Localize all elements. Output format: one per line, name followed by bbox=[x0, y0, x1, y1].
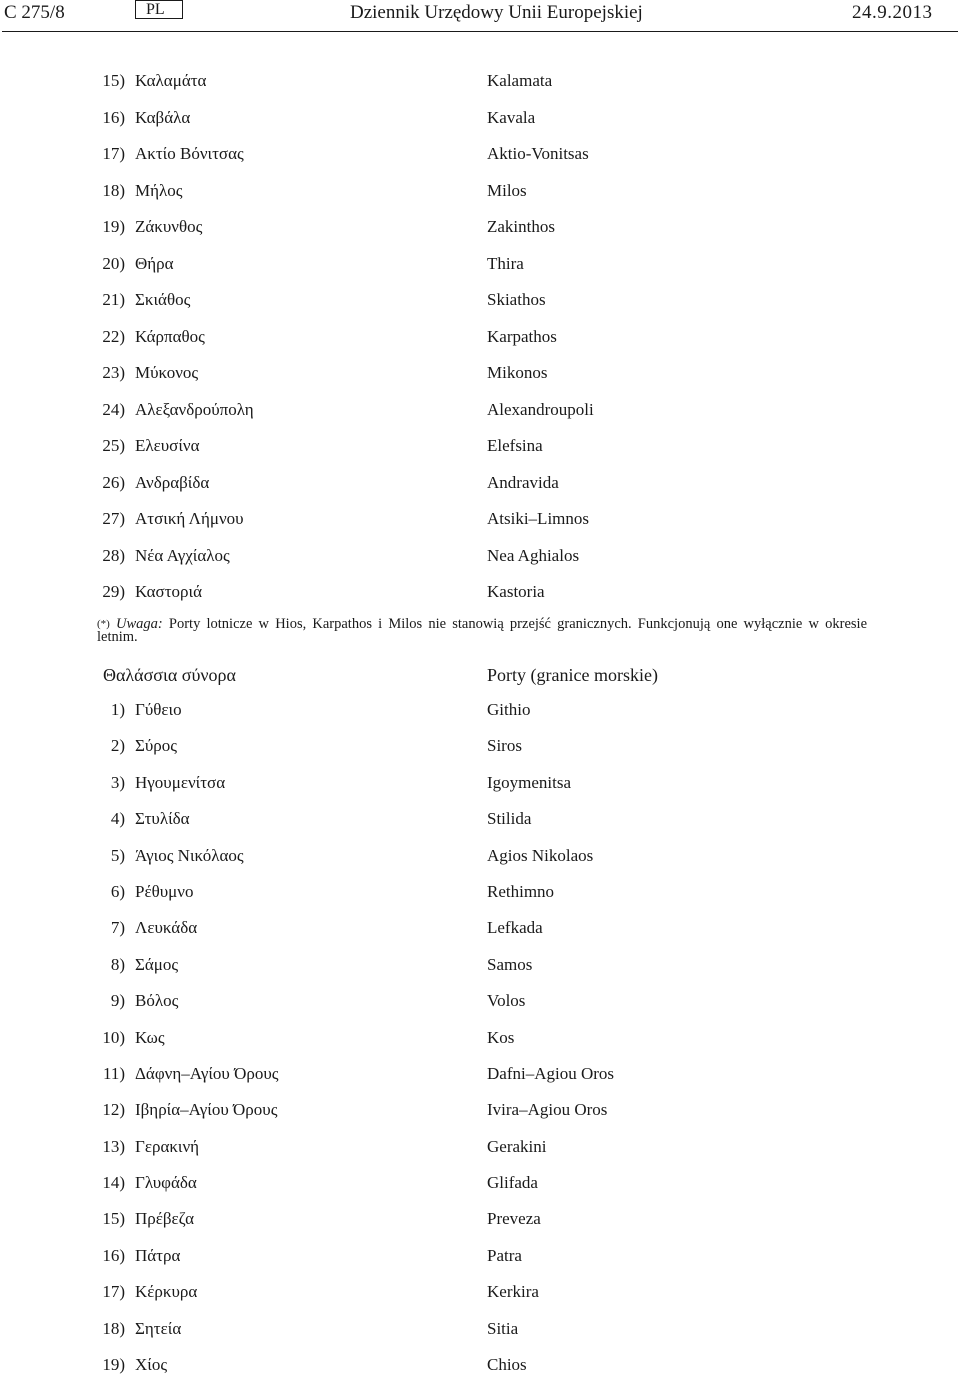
sea-port-row bbox=[0, 1319, 960, 1355]
latin-name: Siros bbox=[487, 736, 522, 756]
header-divider bbox=[2, 31, 958, 32]
sea-port-row bbox=[0, 1209, 960, 1245]
airport-row bbox=[0, 217, 960, 254]
airport-row bbox=[0, 546, 960, 583]
latin-name: Githio bbox=[487, 700, 531, 719]
greek-name: Μήλος bbox=[135, 180, 183, 200]
entry-number: 14) bbox=[102, 1173, 125, 1193]
greek-name: Βόλος bbox=[135, 991, 179, 1011]
entry-number: 11) bbox=[102, 1063, 125, 1083]
greek-name: Γύθειο bbox=[135, 700, 182, 719]
latin-name: Glifada bbox=[487, 1173, 538, 1193]
airport-row bbox=[0, 290, 960, 327]
entry-number: 17) bbox=[102, 144, 125, 163]
footnote-label: Uwaga: bbox=[116, 616, 163, 632]
greek-name: Στυλίδα bbox=[135, 809, 190, 829]
sea-port-row bbox=[0, 1028, 960, 1064]
sea-port-row bbox=[0, 1100, 960, 1136]
sea-port-row bbox=[0, 991, 960, 1027]
entry-number: 19) bbox=[102, 217, 125, 236]
entry-number: 27) bbox=[102, 509, 125, 528]
airport-row bbox=[0, 509, 960, 546]
footnote-marker: (*) bbox=[97, 618, 110, 630]
latin-name: Gerakini bbox=[487, 1136, 547, 1156]
latin-name: Ivira–Agiou Oros bbox=[487, 1100, 608, 1120]
greek-name: Μύκονος bbox=[135, 363, 199, 382]
latin-name: Agios Nikolaos bbox=[487, 845, 594, 865]
latin-name: Igoymenitsa bbox=[487, 772, 572, 792]
latin-name: Alexandroupoli bbox=[487, 399, 594, 419]
greek-name: Θήρα bbox=[135, 253, 174, 273]
latin-name: Milos bbox=[487, 180, 527, 200]
latin-name: Patra bbox=[487, 1245, 522, 1265]
latin-name: Zakinthos bbox=[487, 217, 555, 236]
sea-port-row bbox=[0, 846, 960, 882]
latin-name: Volos bbox=[487, 991, 526, 1011]
airport-row bbox=[0, 436, 960, 473]
greek-name: Καλαμάτα bbox=[135, 71, 207, 90]
sea-port-row bbox=[0, 918, 960, 954]
entry-number: 26) bbox=[102, 472, 125, 492]
greek-name: Νέα Αγχίαλος bbox=[135, 545, 230, 565]
greek-name: Καστοριά bbox=[135, 582, 203, 601]
latin-name: Sitia bbox=[487, 1318, 519, 1338]
latin-name: Mikonos bbox=[487, 363, 548, 382]
entry-number: 18) bbox=[102, 1318, 125, 1338]
latin-name: Lefkada bbox=[487, 918, 543, 938]
greek-name: Σύρος bbox=[135, 736, 178, 756]
latin-name: Dafni–Agiou Oros bbox=[487, 1063, 615, 1083]
greek-name: Κάρπαθος bbox=[135, 326, 205, 346]
latin-name: Andravida bbox=[487, 472, 559, 492]
entry-number: 8) bbox=[110, 954, 125, 974]
latin-name: Kos bbox=[487, 1027, 515, 1047]
greek-name: Ανδραβίδα bbox=[135, 472, 210, 492]
entry-number: 16) bbox=[102, 107, 125, 127]
language-badge: PL bbox=[135, 0, 183, 19]
latin-name: Aktio-Vonitsas bbox=[487, 144, 589, 163]
entry-number: 5) bbox=[110, 845, 125, 865]
sea-port-row bbox=[0, 955, 960, 991]
greek-name: Σητεία bbox=[135, 1318, 182, 1338]
footnote bbox=[97, 618, 867, 644]
sea-port-row bbox=[0, 773, 960, 809]
latin-name: Samos bbox=[487, 954, 533, 974]
latin-name: Skiathos bbox=[487, 290, 546, 309]
airport-row bbox=[0, 254, 960, 291]
entry-number: 18) bbox=[102, 180, 125, 200]
entry-number: 23) bbox=[102, 363, 125, 382]
airport-row bbox=[0, 108, 960, 145]
entry-number: 4) bbox=[110, 809, 125, 829]
greek-name: Ατσική Λήμνου bbox=[135, 509, 244, 528]
greek-name: Σκιάθος bbox=[135, 290, 191, 309]
entry-number: 17) bbox=[102, 1282, 125, 1302]
latin-name: Karpathos bbox=[487, 326, 557, 346]
latin-name: Kavala bbox=[487, 107, 536, 127]
entry-number: 2) bbox=[110, 736, 125, 756]
greek-name: Άγιος Νικόλαος bbox=[135, 845, 244, 865]
sea-port-row bbox=[0, 882, 960, 918]
entry-number: 9) bbox=[110, 991, 125, 1011]
airport-row bbox=[0, 71, 960, 108]
greek-name: Σάμος bbox=[135, 954, 179, 974]
latin-name: Thira bbox=[487, 253, 524, 273]
latin-name: Preveza bbox=[487, 1209, 541, 1229]
sea-borders-heading bbox=[0, 664, 960, 688]
entry-number: 25) bbox=[102, 436, 125, 455]
journal-title: Dziennik Urzędowy Unii Europejskiej bbox=[350, 2, 643, 23]
greek-name: Πρέβεζα bbox=[135, 1209, 195, 1229]
entry-number: 16) bbox=[102, 1245, 125, 1265]
sea-port-row bbox=[0, 1173, 960, 1209]
greek-name: Δάφνη–Αγίου Όρους bbox=[135, 1063, 279, 1083]
airport-row bbox=[0, 582, 960, 619]
entry-number: 1) bbox=[110, 700, 125, 719]
airport-row bbox=[0, 400, 960, 437]
greek-name: Αλεξανδρούπολη bbox=[135, 399, 254, 419]
sea-heading-greek: Θαλάσσια σύνορα bbox=[103, 665, 236, 685]
latin-name: Stilida bbox=[487, 809, 532, 829]
greek-name: Πάτρα bbox=[135, 1245, 181, 1265]
journal-reference: C 275/8 bbox=[4, 2, 65, 23]
airports-list bbox=[0, 71, 960, 619]
footnote-text: Porty lotnicze w Hios, Karpathos i Milos nie stanowią przejść granicznych. Funkcjonują one wyłącznie w okresie letnim. bbox=[97, 616, 868, 645]
entry-number: 22) bbox=[102, 326, 125, 346]
greek-name: Κως bbox=[135, 1027, 165, 1047]
airport-row bbox=[0, 181, 960, 218]
entry-number: 21) bbox=[102, 290, 125, 309]
entry-number: 28) bbox=[102, 545, 125, 565]
sea-ports-list bbox=[0, 700, 960, 1391]
entry-number: 15) bbox=[102, 71, 125, 90]
greek-name: Ρέθυμνο bbox=[135, 881, 194, 901]
greek-name: Ζάκυνθος bbox=[135, 217, 203, 236]
airport-row bbox=[0, 144, 960, 181]
greek-name: Ακτίο Βόνιτσας bbox=[135, 144, 244, 163]
latin-name: Kalamata bbox=[487, 71, 553, 90]
greek-name: Ηγουμενίτσα bbox=[135, 772, 226, 792]
entry-number: 12) bbox=[102, 1100, 125, 1120]
greek-name: Κέρκυρα bbox=[135, 1282, 198, 1302]
sea-port-row bbox=[0, 809, 960, 845]
latin-name: Chios bbox=[487, 1355, 527, 1375]
greek-name: Ιβηρία–Αγίου Όρους bbox=[135, 1100, 278, 1120]
sea-port-row bbox=[0, 736, 960, 772]
entry-number: 6) bbox=[110, 881, 125, 901]
latin-name: Rethimno bbox=[487, 881, 555, 901]
sea-heading-latin: Porty (granice morskie) bbox=[487, 665, 658, 685]
publication-date: 24.9.2013 bbox=[852, 2, 933, 23]
entry-number: 29) bbox=[102, 582, 125, 601]
greek-name: Χίος bbox=[135, 1355, 168, 1375]
latin-name: Kerkira bbox=[487, 1282, 539, 1302]
entry-number: 24) bbox=[102, 399, 125, 419]
entry-number: 7) bbox=[110, 918, 125, 938]
airport-row bbox=[0, 363, 960, 400]
entry-number: 10) bbox=[102, 1027, 125, 1047]
greek-name: Καβάλα bbox=[135, 107, 191, 127]
sea-port-row bbox=[0, 1282, 960, 1318]
greek-name: Γερακινή bbox=[135, 1136, 200, 1156]
latin-name: Atsiki–Limnos bbox=[487, 509, 590, 528]
latin-name: Elefsina bbox=[487, 436, 543, 455]
greek-name: Λευκάδα bbox=[135, 918, 198, 938]
greek-name: Γλυφάδα bbox=[135, 1173, 197, 1193]
latin-name: Nea Aghialos bbox=[487, 545, 580, 565]
sea-port-row bbox=[0, 700, 960, 736]
sea-port-row bbox=[0, 1137, 960, 1173]
sea-port-row bbox=[0, 1355, 960, 1391]
entry-number: 3) bbox=[110, 772, 125, 792]
entry-number: 13) bbox=[102, 1136, 125, 1156]
sea-port-row bbox=[0, 1246, 960, 1282]
airport-row bbox=[0, 473, 960, 510]
latin-name: Kastoria bbox=[487, 582, 545, 601]
entry-number: 20) bbox=[102, 253, 125, 273]
airport-row bbox=[0, 327, 960, 364]
greek-name: Ελευσίνα bbox=[135, 436, 200, 455]
entry-number: 19) bbox=[102, 1355, 125, 1375]
entry-number: 15) bbox=[102, 1209, 125, 1229]
page-header bbox=[0, 0, 960, 34]
sea-port-row bbox=[0, 1064, 960, 1100]
